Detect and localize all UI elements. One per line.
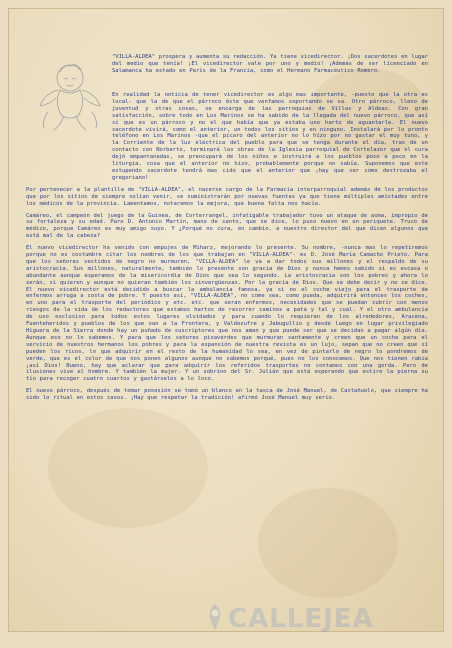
typewritten-page <box>8 8 444 632</box>
paragraph-vicedirector-plans: El nuevo vicedirector ha venido con empujes de Miharz, mejorando lo presente. Su nombre, -nunca mas lo repetiremos porque no es costumbre citar los nombres de los que trabajan en "VILLA-ALDEA"- es D. José María Camacho Prieto. Para que los señores vestidos de negro no murmuren, "VILLA-ALDEA" le va a dar todos sus millones y el respaldo de su aristocracia. Sus millones, naturalmente, también lo presente son gracia de Dios y nunca hemos sabido si es escasa o abundante aunque esperamos de la misericordia de Dios que sea lo segundo. La aristocracia son los pobres y ahora lo serán, si quieren y aunque no quieran también los sinvergüenzas. Por la gracia de Dios. Que se debe decir y no se dice. El nuevo vicedirector está decidido a buscar la ambulancia famosa, ya si no el coche viejo para el trasporte de enfermos arruga a costa de pobre. Y puesto así, "VILLA-ALDEA", no come sea, como pueda, adquirirá entonces los coches, en uno para el trasporte del periódico y etc. etc. que serán enfermos, necesidades que se puedan cubrir con menos riesgos de la vida de los redactores que estamos hartos de recorrer caminos a pata y tal y cual. Y el otro ambulancia de uso exclusivo para todos estos lugares olvidados y para cuando lo requieran de los alrededores, Aracena, Fuenteheridos y pueblos de los que van a la Frontera, y Valdezufre y Jabugullio y desde luego en lugar privilegiado Higuera de la Sierra donde hay un puñado de suscriptores que nos aman y que puede ser que se decidan a pagar algún día. Aunque eso no lo sabemos. Y para que los señores pisaverdes que murmuran santamente y creen que un coche para el servicio de nuestros hermanos los pobres y para la expansión de nuestra revista es un lujo, sepan que no creen que sí pueden los ricos, lo que adquirir en el resto de la humanidad lo sea, en vez de pintarlo de negro lo pondremos de verde, que es el color de que nos ponen algunos aunque no sabemos porqué, pues no los conocemos. Que nos tienen rabia ¡así Dios! Bueno, hay que aclarar que para adquirir los referidos trasportes no contamos con una gorda. Pero de ilusiones vive el hombre. Y también la mujer. Y un sobrino del Sr. Julián que está esperando que estire la pierna su tío para recoger cuatro cuartos y gastárselos a lo loco. <box>26 245 428 383</box>
intro-paragraph <box>112 54 428 80</box>
paragraph-camareo: Camáreo, el campeón del juego de la Guinea, de Corterrangel, infatigable trabajador tuvo un ataque de asma, impropio de su fortaleza y su edad. Paro D. Antonio Martín, mano de santo, que se dice, lo puso nuevo en un periquete. Truco de médico, porque Camáreo es muy amigo suyo. Y ¿Porqué no cura, en cambio, a nuestro director del que dicen algunos que está mal de la cabeza? <box>26 212 428 240</box>
paragraph-vicedirector-announcement: "VILLA-ALDEA" prospera y aumenta su redacción. Ya tiene vicedirector. ¡Dos sacerdotes en lugar del medio que tenía! ¡El vicedirector vale por uno y medio! ¡Además de ser licenciado en Salamanca ha estado en París de la Francia, como el Hermano Farmacéutico Romero. <box>112 54 428 74</box>
paragraph-priest-tradition: El nuevo párroco, después de tomar posesión se tomó un blanco en la tasca de José Manuel, de Castañuelo, que siempre ha sido lo ritual en estos casos. ¡Hay que respetar la tradición! afirmó José Manuel muy serio. <box>26 388 428 402</box>
body-text <box>26 92 428 407</box>
paper-stain <box>258 488 398 598</box>
watermark-text: CALLEJEA <box>228 604 374 632</box>
paragraph-new-parish-priest: En realidad la noticia de tener vicedirector es algo mas importante, -puesto que la otra es local- que la de que el párroco éste que venfamos soportando se va. Otro párroco, lleno de juventud y otras cosas, se encarga de las parroquias de Villas y Aldeas. Con gran satisfacción, sobre todo en Los Marinos se ha sabido de la llegada del nuevo párroco, que así sí que es un párroco y no el que había que ya estaba uno harto de aguantarle. El nuevo sacerdote vivirá, como el anterior, un todos los sitios y en ninguno. Instalará por lo pronto teléfono en Los Marinos -que el pícaro del anterior no lo hizo por no gastar el muy tuno, y la Corriente de la luz eléctrica del pueblo para que se tenga durante el día, tras de un contacto con Norberto, terminará las obras de la Iglesia parroquial de Cortelazor que el cura dejó empantanadas, se preocupará de los niños e instruirá a los pueblos poco a poco en la liturgia, cosa que el anterior no hizo, probablemente porque no sabía. Suponemos que este estupendo sacerdote tendrá mas cido que el anterior que ¡hay que ver cómo destrozaba el gregoriano! <box>112 92 428 181</box>
paper-stain <box>48 408 208 528</box>
paragraph-pharmacy: Por pertenecer a la plantilla de "VILLA-ALDEA", el nacerse cargo de la Farmacia interparroquial además de los productos que por los sitios de siempre solían venir, se suministrarán por nuevas fuentes ya que tiene múltiples amistades entre los médicos de la provincia. Lamentamos, notaremos la mejora, que buena falta nos hacía. <box>26 186 428 207</box>
archive-logo-icon <box>204 602 226 632</box>
